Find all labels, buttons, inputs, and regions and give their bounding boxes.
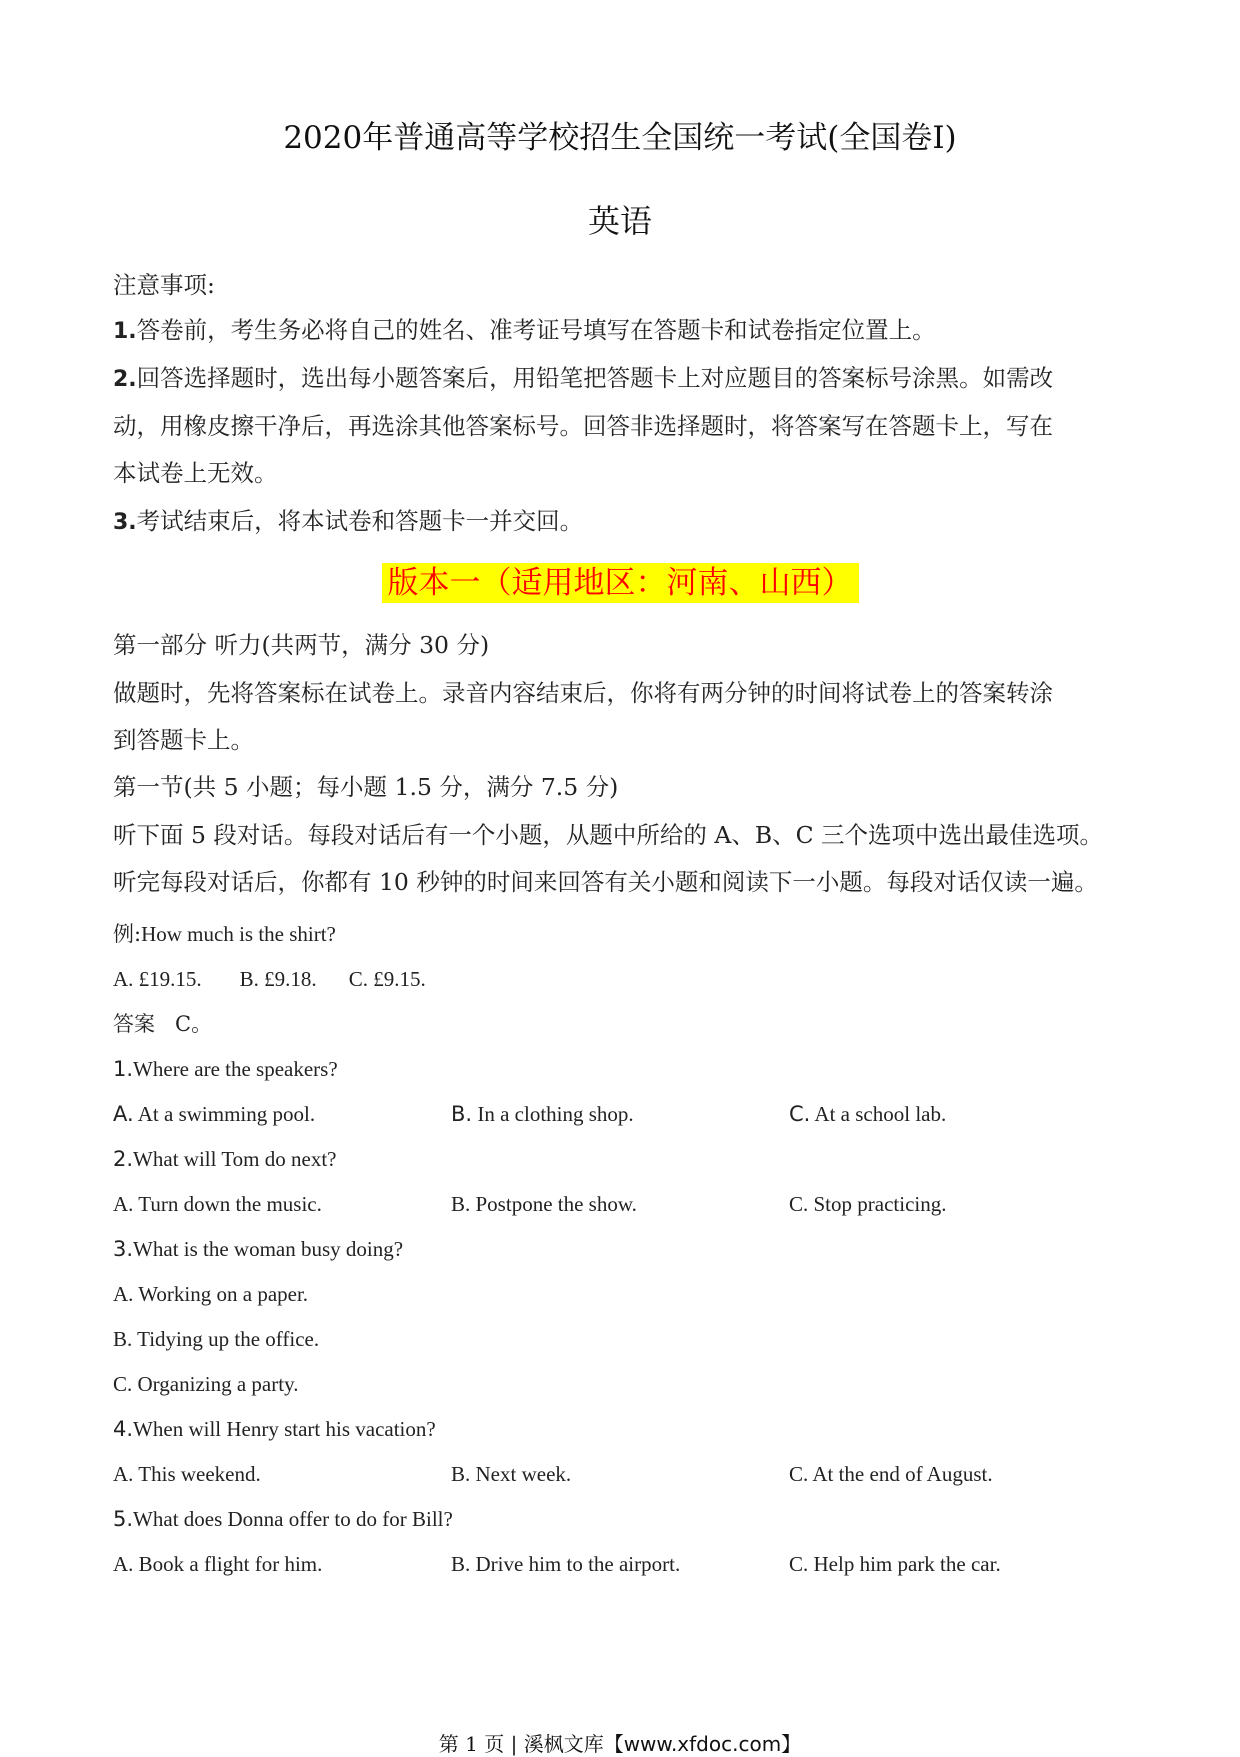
option-text: At a swimming pool. xyxy=(133,1102,316,1126)
option-c: C. Organizing a party. xyxy=(113,1372,299,1396)
question-4-options xyxy=(113,1452,1143,1497)
example-label: 例: xyxy=(113,922,142,946)
question-2 xyxy=(113,1137,1143,1182)
option-b: B. Postpone the show. xyxy=(451,1192,637,1216)
option-b: B. Next week. xyxy=(451,1462,572,1486)
option-c: C. At the end of August. xyxy=(789,1462,993,1486)
part1-heading: 第一部分 听力(共两节，满分 30 分) xyxy=(113,631,490,659)
note-text: 回答选择题时，选出每小题答案后，用铅笔把答题卡上对应题目的答案标号涂黑。如需改 xyxy=(136,364,1054,392)
option-a: A. Turn down the music. xyxy=(113,1192,322,1216)
example-option: A. £19.15. xyxy=(113,967,202,991)
question-number: 2. xyxy=(113,1147,134,1171)
question-2-options xyxy=(113,1182,1143,1227)
question-number: 5. xyxy=(113,1507,134,1531)
site-link[interactable]: 【www.xfdoc.com】 xyxy=(603,1732,802,1756)
part1-instructions xyxy=(113,670,1143,764)
question-1-options xyxy=(113,1092,1143,1137)
answer-label: 答案 xyxy=(113,1012,155,1036)
option-a xyxy=(113,1092,315,1137)
example-option: C. £9.15. xyxy=(348,967,426,991)
instruction-line: 到答题卡上。 xyxy=(113,726,254,754)
question-1 xyxy=(113,1047,1143,1092)
note-text: 本试卷上无效。 xyxy=(113,459,278,487)
option-b: B. Drive him to the airport. xyxy=(451,1552,681,1576)
exam-title: 2020年普通高等学校招生全国统一考试(全国卷I) xyxy=(283,120,957,156)
example-question xyxy=(113,912,1143,957)
option-letter: B. xyxy=(451,1102,473,1126)
example-options xyxy=(113,957,1143,1002)
note-number: 1. xyxy=(113,319,137,344)
note-number: 3. xyxy=(113,510,137,535)
option-text: At a school lab. xyxy=(810,1102,947,1126)
option-b xyxy=(451,1092,634,1137)
option-a: A. Book a flight for him. xyxy=(113,1552,323,1576)
page-number: 第 1 页 | 溪枫文库 xyxy=(438,1732,604,1756)
section1-heading: 第一节(共 5 小题；每小题 1.5 分，满分 7.5 分) xyxy=(113,773,619,801)
option-a: A. Working on a paper. xyxy=(113,1282,309,1306)
question-number: 3. xyxy=(113,1237,134,1261)
question-4 xyxy=(113,1407,1143,1452)
option-c: C. Stop practicing. xyxy=(789,1192,947,1216)
option-letter: A. xyxy=(113,1102,134,1126)
note-item-1 xyxy=(113,307,1143,355)
answer-value: C。 xyxy=(175,1012,213,1036)
note-number: 2. xyxy=(113,367,137,392)
example-answer xyxy=(113,1002,1143,1047)
note-text: 动，用橡皮擦干净后，再选涂其他答案标号。回答非选择题时，将答案写在答题卡上，写在 xyxy=(113,412,1053,440)
instruction-line: 做题时，先将答案标在试卷上。录音内容结束后，你将有两分钟的时间将试卷上的答案转涂 xyxy=(113,679,1053,707)
example-question-text: How much is the shirt? xyxy=(141,922,336,946)
note-text: 考试结束后，将本试卷和答题卡一并交回。 xyxy=(136,507,584,535)
question-5 xyxy=(113,1497,1143,1542)
question-text: When will Henry start his vacation? xyxy=(133,1417,436,1441)
subject-title: 英语 xyxy=(587,202,652,240)
note-text: 答卷前，考生务必将自己的姓名、准考证号填写在答题卡和试卷指定位置上。 xyxy=(136,316,936,344)
option-text: In a clothing shop. xyxy=(472,1102,634,1126)
option-c xyxy=(789,1092,946,1137)
page-footer xyxy=(0,1728,1240,1757)
option-a: A. This weekend. xyxy=(113,1462,261,1486)
question-number: 4. xyxy=(113,1417,134,1441)
option-c: C. Help him park the car. xyxy=(789,1552,1001,1576)
section1-instructions xyxy=(113,812,1143,906)
version-banner-row xyxy=(0,563,1240,603)
question-number: 1. xyxy=(113,1057,134,1081)
note-item-2 xyxy=(113,355,1143,497)
question-text: What does Donna offer to do for Bill? xyxy=(133,1507,453,1531)
question-text: Where are the speakers? xyxy=(133,1057,338,1081)
instruction-line: 听完每段对话后，你都有 10 秒钟的时间来回答有关小题和阅读下一小题。每段对话仅读一遍。 xyxy=(113,868,1098,896)
question-5-options xyxy=(113,1542,1143,1587)
question-3 xyxy=(113,1227,1143,1272)
instruction-line: 听下面 5 段对话。每段对话后有一个小题，从题中所给的 A、B、C 三个选项中选出最佳选项。 xyxy=(113,821,1104,849)
option-letter: C. xyxy=(789,1102,811,1126)
example-option: B. £9.18. xyxy=(239,967,317,991)
notes-heading: 注意事项: xyxy=(113,271,215,299)
option-b: B. Tidying up the office. xyxy=(113,1327,320,1351)
question-text: What is the woman busy doing? xyxy=(133,1237,404,1261)
version-banner: 版本一（适用地区：河南、山西） xyxy=(382,563,859,603)
note-item-3 xyxy=(113,498,1143,546)
question-text: What will Tom do next? xyxy=(133,1147,337,1171)
